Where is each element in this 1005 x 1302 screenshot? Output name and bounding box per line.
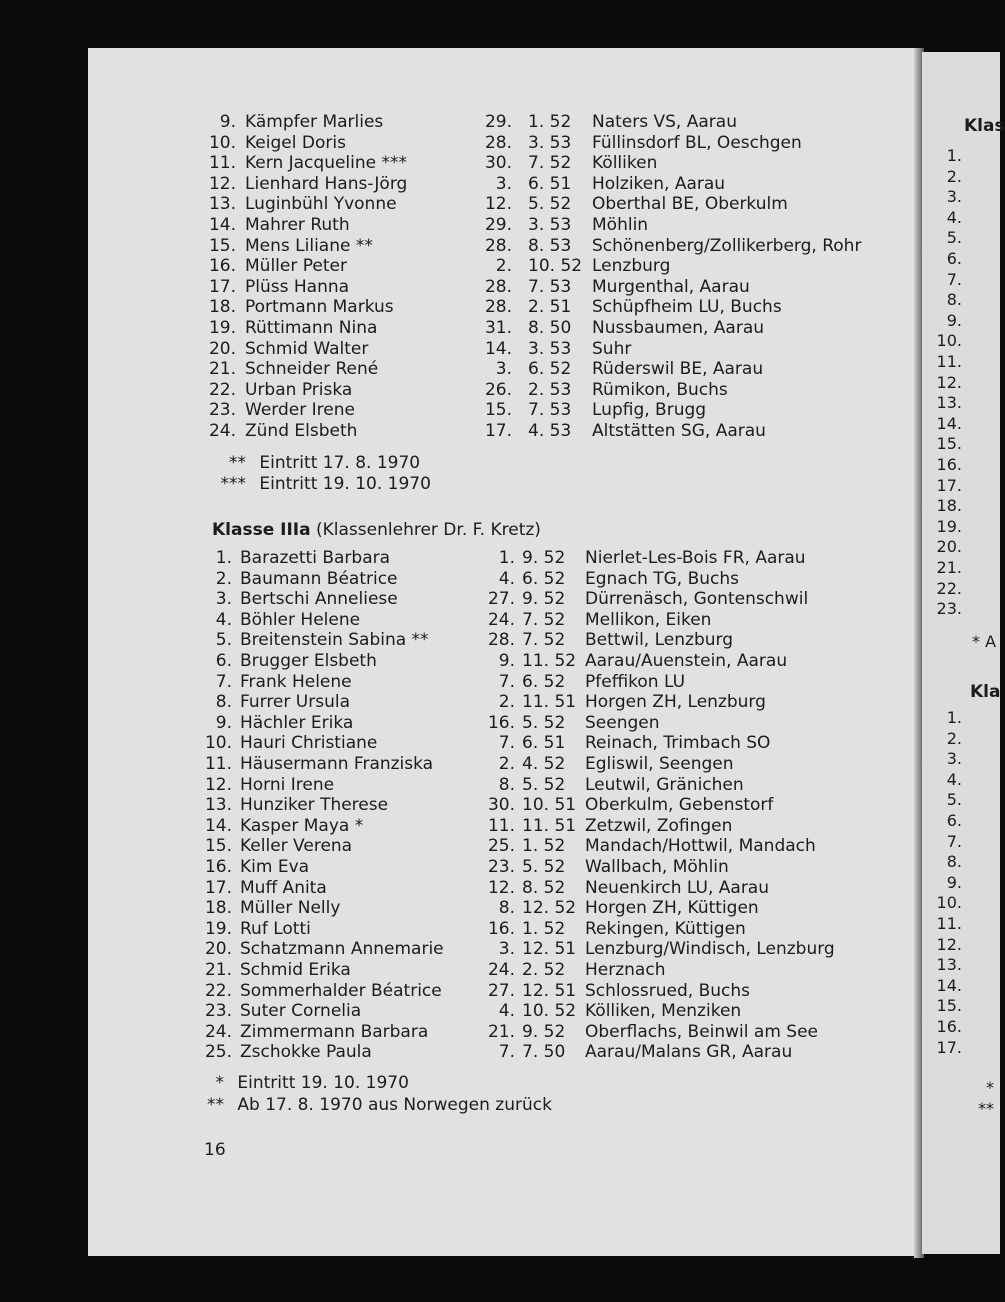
student-name: Suter Cornelia xyxy=(240,1001,362,1022)
birth-month-year: 1. 52 xyxy=(522,836,566,857)
entry-number: 5. xyxy=(215,630,232,651)
birth-month-year: 4. 52 xyxy=(522,754,566,774)
birth-day: 14. xyxy=(484,338,512,359)
birth-month-year: 9. 52 xyxy=(522,589,566,610)
entry-number: 19. xyxy=(204,918,232,939)
birth-month-year: 8. 50 xyxy=(528,318,572,338)
entry-number: 13. xyxy=(208,194,236,215)
birth-day: 8. xyxy=(498,774,515,795)
student-name: Brugger Elsbeth xyxy=(240,651,377,671)
birth-day: 4. xyxy=(498,568,515,589)
student-name: Bertschi Anneliese xyxy=(240,589,398,610)
birth-month-year: 5. 52 xyxy=(528,194,572,215)
home-place: Mellikon, Eiken xyxy=(585,609,712,630)
student-name: Müller Nelly xyxy=(240,898,341,919)
student-name: Schatzmann Annemarie xyxy=(240,939,444,960)
birth-day: 30. xyxy=(487,795,515,816)
home-place: Naters VS, Aarau xyxy=(592,112,737,132)
adjacent-page xyxy=(922,52,1005,1254)
birth-month-year: 9. 52 xyxy=(522,548,566,568)
adjacent-entry-number: 8. xyxy=(946,290,962,310)
birth-month-year: 10. 52 xyxy=(528,256,583,277)
birth-month-year: 7. 52 xyxy=(522,609,566,630)
home-place: Seengen xyxy=(585,712,660,733)
student-name: Hauri Christiane xyxy=(240,733,378,754)
birth-month-year: 6. 51 xyxy=(528,173,572,194)
birth-month-year: 3. 53 xyxy=(528,215,572,235)
birth-month-year: 8. 52 xyxy=(522,877,566,898)
student-name: Zimmermann Barbara xyxy=(240,1021,429,1042)
birth-day: 4. xyxy=(498,1001,515,1022)
birth-day: 2. xyxy=(495,256,512,277)
home-place: Lupfig, Brugg xyxy=(592,400,707,421)
birth-day: 3. xyxy=(495,359,512,380)
birth-month-year: 7. 52 xyxy=(522,630,566,651)
entry-number: 11. xyxy=(208,153,236,174)
adjacent-entry-number: 5. xyxy=(946,790,962,810)
student-name: Hunziker Therese xyxy=(240,795,389,816)
entry-number: 14. xyxy=(204,815,232,836)
student-name: Schmid Walter xyxy=(245,338,369,359)
birth-day: 11. xyxy=(487,815,515,836)
birth-day: 28. xyxy=(484,276,512,297)
home-place: Kölliken, Menziken xyxy=(585,1001,742,1022)
page-number: 16 xyxy=(204,1140,226,1160)
student-name: Müller Peter xyxy=(245,256,347,277)
adjacent-entry-number: 12. xyxy=(936,934,962,954)
entry-number: 17. xyxy=(204,877,232,898)
footnote-a-1: ** Eintritt 17. 8. 1970 xyxy=(229,453,421,473)
student-name: Sommerhalder Béatrice xyxy=(240,980,442,1001)
entry-number: 19. xyxy=(208,318,236,338)
document-page xyxy=(88,48,918,1256)
entry-number: 10. xyxy=(208,132,236,153)
student-name: Schneider René xyxy=(245,359,379,380)
student-name: Ruf Lotti xyxy=(240,918,311,939)
footnote-b-2: ** Ab 17. 8. 1970 aus Norwegen zurück xyxy=(207,1095,552,1115)
adjacent-entry-number: 19. xyxy=(936,516,962,536)
birth-day: 9. xyxy=(498,651,515,671)
birth-day: 23. xyxy=(487,857,515,877)
student-name: Kim Eva xyxy=(240,857,310,877)
entry-number: 4. xyxy=(215,609,232,630)
home-place: Schlossrued, Buchs xyxy=(585,980,750,1001)
adjacent-entry-number: 6. xyxy=(946,249,962,268)
birth-month-year: 3. 53 xyxy=(528,338,572,359)
birth-day: 26. xyxy=(484,379,512,400)
birth-day: 21. xyxy=(487,1021,515,1042)
entry-number: 15. xyxy=(208,235,236,256)
home-place: Schönenberg/Zollikerberg, Rohr xyxy=(592,235,862,256)
birth-day: 1. xyxy=(498,548,515,568)
birth-day: 30. xyxy=(484,153,512,174)
home-place: Wallbach, Möhlin xyxy=(585,857,729,877)
adjacent-entry-number: 14. xyxy=(936,975,962,995)
footnote-a-2: *** Eintritt 19. 10. 1970 xyxy=(220,474,431,494)
student-name: Frank Helene xyxy=(240,671,352,692)
birth-month-year: 10. 51 xyxy=(522,795,577,816)
student-name: Schmid Erika xyxy=(240,960,351,980)
entry-number: 15. xyxy=(204,836,232,857)
home-place: Zetzwil, Zofingen xyxy=(585,815,733,836)
birth-month-year: 1. 52 xyxy=(522,918,566,939)
entry-number: 21. xyxy=(208,359,236,380)
student-name: Horni Irene xyxy=(240,774,335,795)
entry-number: 9. xyxy=(215,712,232,733)
footnote-b-1: * Eintritt 19. 10. 1970 xyxy=(215,1073,409,1093)
birth-day: 24. xyxy=(487,960,515,980)
student-name: Lienhard Hans-Jörg xyxy=(245,173,408,194)
home-place: Egnach TG, Buchs xyxy=(585,568,740,589)
birth-month-year: 7. 53 xyxy=(528,400,572,421)
adjacent-entry-number: 1. xyxy=(946,146,962,165)
adjacent-entry-number: 15. xyxy=(936,434,962,454)
home-place: Mandach/Hottwil, Mandach xyxy=(585,836,816,857)
home-place: Schüpfheim LU, Buchs xyxy=(592,297,782,318)
birth-month-year: 2. 53 xyxy=(528,379,572,400)
birth-month-year: 6. 52 xyxy=(522,671,566,692)
birth-month-year: 9. 52 xyxy=(522,1021,566,1042)
adjacent-entry-number: 18. xyxy=(936,496,962,516)
home-place: Rüderswil BE, Aarau xyxy=(592,359,764,380)
birth-day: 7. xyxy=(498,733,515,754)
home-place: Herznach xyxy=(585,960,666,980)
adjacent-entry-number: 16. xyxy=(936,455,962,474)
home-place: Suhr xyxy=(592,338,632,359)
adjacent-entry-number: 21. xyxy=(936,558,962,577)
home-place: Lenzburg xyxy=(592,256,671,277)
student-name: Kämpfer Marlies xyxy=(245,112,384,132)
class-heading: Klasse IIIa (Klassenlehrer Dr. F. Kretz) xyxy=(212,520,541,540)
entry-number: 1. xyxy=(215,548,232,568)
entry-number: 22. xyxy=(204,980,232,1001)
adjacent-entry-number: 10. xyxy=(936,331,962,351)
student-name: Keller Verena xyxy=(240,836,353,857)
student-name: Barazetti Barbara xyxy=(240,548,391,568)
adjacent-note-1: * A xyxy=(972,632,997,651)
adjacent-entry-number: 7. xyxy=(946,269,962,289)
home-place: Nierlet-Les-Bois FR, Aarau xyxy=(585,548,806,568)
entry-number: 14. xyxy=(208,215,236,235)
home-place: Horgen ZH, Lenzburg xyxy=(585,692,766,713)
birth-day: 2. xyxy=(498,692,515,713)
adjacent-entry-number: 2. xyxy=(946,166,962,186)
entry-number: 6. xyxy=(215,651,232,671)
birth-month-year: 7. 50 xyxy=(522,1042,566,1063)
home-place: Nussbaumen, Aarau xyxy=(592,318,765,338)
birth-day: 28. xyxy=(487,630,515,651)
birth-day: 12. xyxy=(484,194,512,215)
entry-number: 17. xyxy=(208,276,236,297)
home-place: Aarau/Malans GR, Aarau xyxy=(585,1042,793,1063)
birth-day: 25. xyxy=(487,836,515,857)
home-place: Reinach, Trimbach SO xyxy=(585,733,771,754)
birth-day: 27. xyxy=(487,980,515,1001)
entry-number: 22. xyxy=(208,379,236,400)
home-place: Egliswil, Seengen xyxy=(585,754,734,774)
adjacent-heading-1: Klas xyxy=(964,116,1005,136)
adjacent-note-mark: * xyxy=(986,1078,994,1097)
birth-month-year: 12. 51 xyxy=(522,980,577,1001)
entry-number: 2. xyxy=(215,568,232,589)
birth-day: 28. xyxy=(484,235,512,256)
entry-number: 21. xyxy=(204,960,232,980)
home-place: Leutwil, Gränichen xyxy=(585,774,744,795)
student-name: Böhler Helene xyxy=(240,609,361,630)
entry-number: 13. xyxy=(204,795,232,816)
entry-number: 12. xyxy=(208,173,236,194)
adjacent-entry-number: 11. xyxy=(936,914,962,933)
birth-month-year: 11. 51 xyxy=(522,692,577,713)
birth-day: 16. xyxy=(487,918,515,939)
birth-month-year: 6. 51 xyxy=(522,733,566,754)
birth-day: 28. xyxy=(484,132,512,153)
adjacent-entry-number: 1. xyxy=(946,708,962,727)
adjacent-entry-number: 8. xyxy=(946,852,962,872)
home-place: Altstätten SG, Aarau xyxy=(592,421,766,441)
birth-day: 3. xyxy=(498,939,515,960)
birth-day: 2. xyxy=(498,754,515,774)
birth-month-year: 6. 52 xyxy=(528,359,572,380)
birth-month-year: 5. 52 xyxy=(522,857,566,877)
home-place: Dürrenäsch, Gontenschwil xyxy=(585,589,809,610)
student-name: Mahrer Ruth xyxy=(245,215,350,235)
adjacent-entry-number: 20. xyxy=(936,537,962,557)
adjacent-entry-number: 17. xyxy=(936,475,962,495)
home-place: Oberkulm, Gebenstorf xyxy=(585,795,774,816)
adjacent-note-mark: ** xyxy=(978,1099,994,1118)
entry-number: 12. xyxy=(204,774,232,795)
home-place: Möhlin xyxy=(592,215,649,235)
birth-month-year: 1. 52 xyxy=(528,112,572,132)
adjacent-entry-number: 9. xyxy=(946,310,962,330)
home-place: Murgenthal, Aarau xyxy=(592,276,750,297)
entry-number: 18. xyxy=(208,297,236,318)
adjacent-heading-2: Kla xyxy=(970,682,1001,702)
birth-month-year: 5. 52 xyxy=(522,712,566,733)
home-place: Oberthal BE, Oberkulm xyxy=(592,194,788,215)
student-name: Zschokke Paula xyxy=(240,1042,372,1063)
student-name: Luginbühl Yvonne xyxy=(245,194,397,215)
adjacent-entry-number: 23. xyxy=(936,599,962,619)
entry-number: 18. xyxy=(204,898,232,919)
adjacent-entry-number: 2. xyxy=(946,728,962,748)
birth-month-year: 10. 52 xyxy=(522,1001,577,1022)
home-place: Horgen ZH, Küttigen xyxy=(585,898,759,919)
entry-number: 24. xyxy=(204,1021,232,1042)
student-name: Kasper Maya * xyxy=(240,815,364,836)
entry-number: 20. xyxy=(208,338,236,359)
birth-month-year: 5. 52 xyxy=(522,774,566,795)
birth-day: 24. xyxy=(487,609,515,630)
adjacent-entry-number: 7. xyxy=(946,831,962,851)
adjacent-entry-number: 9. xyxy=(946,872,962,892)
adjacent-entry-number: 14. xyxy=(936,413,962,433)
home-place: Rümikon, Buchs xyxy=(592,379,728,400)
birth-month-year: 11. 51 xyxy=(522,815,577,836)
home-place: Füllinsdorf BL, Oeschgen xyxy=(592,132,802,153)
entry-number: 8. xyxy=(215,692,232,713)
adjacent-entry-number: 10. xyxy=(936,893,962,913)
adjacent-entry-number: 4. xyxy=(946,207,962,227)
student-name: Rüttimann Nina xyxy=(245,318,378,338)
entry-number: 23. xyxy=(208,400,236,421)
birth-month-year: 2. 51 xyxy=(528,297,572,318)
adjacent-entry-number: 13. xyxy=(936,393,962,413)
entry-number: 10. xyxy=(204,733,232,754)
birth-day: 16. xyxy=(487,712,515,733)
entry-number: 3. xyxy=(215,589,232,610)
home-place: Lenzburg/Windisch, Lenzburg xyxy=(585,939,835,960)
student-name: Baumann Béatrice xyxy=(240,568,398,589)
home-place: Bettwil, Lenzburg xyxy=(585,630,733,651)
entry-number: 16. xyxy=(204,857,232,877)
adjacent-entry-number: 4. xyxy=(946,769,962,789)
birth-month-year: 12. 51 xyxy=(522,939,577,960)
student-name: Häusermann Franziska xyxy=(240,754,434,774)
student-name: Muff Anita xyxy=(240,877,327,898)
adjacent-entry-number: 3. xyxy=(946,187,962,207)
birth-day: 15. xyxy=(484,400,512,421)
student-name: Urban Priska xyxy=(245,379,353,400)
entry-number: 25. xyxy=(204,1042,232,1063)
birth-month-year: 2. 52 xyxy=(522,960,566,980)
adjacent-entry-number: 3. xyxy=(946,749,962,769)
student-name: Keigel Doris xyxy=(245,132,346,153)
birth-month-year: 7. 53 xyxy=(528,276,572,297)
birth-month-year: 6. 52 xyxy=(522,568,566,589)
student-name: Breitenstein Sabina ** xyxy=(240,630,429,651)
student-name: Plüss Hanna xyxy=(245,276,350,297)
adjacent-entry-number: 13. xyxy=(936,955,962,975)
student-name: Furrer Ursula xyxy=(240,692,350,713)
birth-month-year: 8. 53 xyxy=(528,235,572,256)
adjacent-entry-number: 17. xyxy=(936,1037,962,1057)
student-name: Portmann Markus xyxy=(245,297,394,318)
birth-day: 29. xyxy=(484,112,512,132)
home-place: Aarau/Auenstein, Aarau xyxy=(585,651,788,671)
entry-number: 11. xyxy=(204,754,232,774)
birth-day: 3. xyxy=(495,173,512,194)
home-place: Rekingen, Küttigen xyxy=(585,918,746,939)
home-place: Pfeffikon LU xyxy=(585,671,686,692)
birth-month-year: 4. 53 xyxy=(528,421,572,441)
entry-number: 23. xyxy=(204,1001,232,1022)
student-name: Hächler Erika xyxy=(240,712,354,733)
birth-month-year: 12. 52 xyxy=(522,898,577,919)
birth-day: 29. xyxy=(484,215,512,235)
birth-month-year: 3. 53 xyxy=(528,132,572,153)
adjacent-entry-number: 15. xyxy=(936,996,962,1016)
birth-day: 8. xyxy=(498,898,515,919)
student-name: Werder Irene xyxy=(245,400,355,421)
adjacent-entry-number: 16. xyxy=(936,1017,962,1036)
home-place: Oberflachs, Beinwil am See xyxy=(585,1021,818,1042)
birth-day: 17. xyxy=(484,421,512,441)
birth-day: 27. xyxy=(487,589,515,610)
adjacent-entry-number: 5. xyxy=(946,228,962,248)
birth-day: 12. xyxy=(487,877,515,898)
adjacent-entry-number: 12. xyxy=(936,372,962,392)
adjacent-entry-number: 11. xyxy=(936,352,962,371)
entry-number: 24. xyxy=(208,421,236,441)
birth-day: 7. xyxy=(498,1042,515,1063)
entry-number: 20. xyxy=(204,939,232,960)
adjacent-entry-number: 6. xyxy=(946,811,962,830)
entry-number: 7. xyxy=(215,671,232,692)
student-name: Mens Liliane ** xyxy=(245,235,373,256)
student-name: Zünd Elsbeth xyxy=(245,421,358,441)
entry-number: 9. xyxy=(219,112,236,132)
birth-month-year: 7. 52 xyxy=(528,153,572,174)
birth-day: 31. xyxy=(484,318,512,338)
home-place: Holziken, Aarau xyxy=(592,173,726,194)
adjacent-entry-number: 22. xyxy=(936,578,962,598)
home-place: Neuenkirch LU, Aarau xyxy=(585,877,769,898)
home-place: Kölliken xyxy=(592,153,658,174)
student-name: Kern Jacqueline *** xyxy=(245,153,408,174)
entry-number: 16. xyxy=(208,256,236,277)
birth-day: 7. xyxy=(498,671,515,692)
birth-month-year: 11. 52 xyxy=(522,651,577,671)
birth-day: 28. xyxy=(484,297,512,318)
